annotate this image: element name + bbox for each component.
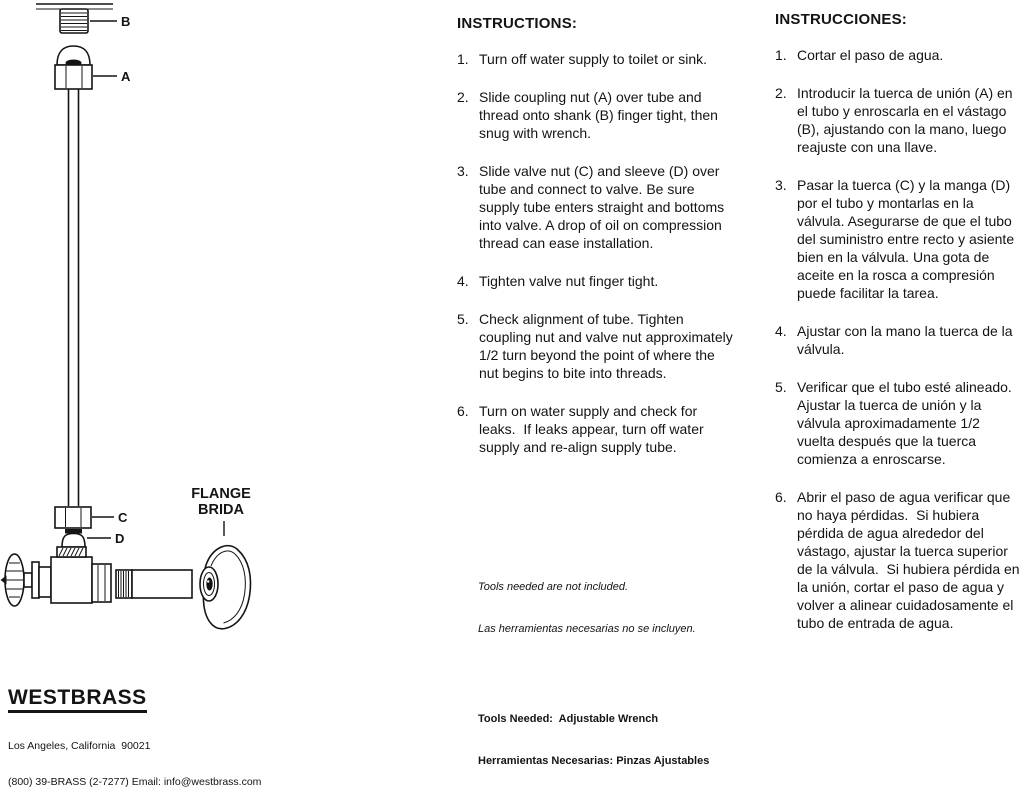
instruction-item-es-3 [775, 176, 1021, 302]
item-number: 6. [775, 489, 787, 505]
item-text: Cortar el paso de agua. [797, 47, 944, 63]
valve-handle-drawing [1, 554, 25, 606]
item-text: Check alignment of tube. Tighten coupling nut and valve nut approximately 1/2 turn beyond the point of where the nut begins to bite into threads. [479, 311, 737, 381]
instructions-english-column [457, 15, 737, 476]
item-text: Turn on water supply and check for leaks. If leaks appear, turn off water supply and re-align supply tube. [479, 403, 708, 455]
item-number: 2. [457, 89, 469, 105]
flange-drawing [200, 546, 251, 629]
supply-tube-drawing [69, 89, 79, 506]
instruction-item-en-5 [457, 310, 737, 382]
instruction-item-en-6 [457, 402, 737, 456]
item-text: Pasar la tuerca (C) y la manga (D) por el tubo y montarlas en la válvula. Asegurarse de que el tubo del suministro entre recto y asiente bien en la válvula. Una gota de aceite en la rosca a compresión puede facilitar la tarea. [797, 177, 1018, 301]
part-label-d: D [115, 531, 125, 546]
tools-note-es: Las herramientas necesarias no se incluyen. [478, 623, 696, 635]
supply-tube-diagram [0, 0, 460, 739]
item-number: 1. [457, 51, 469, 67]
valve-inlet-threads [57, 547, 86, 557]
valve-body-drawing [1, 547, 112, 606]
item-text: Ajustar con la mano la tuerca de la válvula. [797, 323, 1017, 357]
flange-label-en: FLANGE [191, 486, 251, 502]
instruction-item-en-1 [457, 50, 737, 68]
item-number: 2. [775, 85, 787, 101]
footer [8, 686, 261, 812]
instructions-heading-en: INSTRUCTIONS: [457, 15, 578, 32]
instruction-item-es-2 [775, 84, 1021, 156]
item-text: Abrir el paso de agua verificar que no haya pérdidas. Si hubiera pérdida de agua alrededor del vástago, ajustar la tuerca superior de la válvula. Si hubiera pérdida en la unión, cortar el paso de agua y volver a alinear cuidadosamente el tubo de entrada de agua. [797, 489, 1024, 631]
instruction-item-en-4 [457, 272, 737, 290]
part-label-a: A [121, 69, 131, 84]
item-number: 6. [457, 403, 469, 419]
item-text: Turn off water supply to toilet or sink. [479, 51, 707, 67]
item-text: Slide coupling nut (A) over tube and thread onto shank (B) finger tight, then snug with wrench. [479, 89, 722, 141]
item-number: 5. [457, 311, 469, 327]
flange-label-es: BRIDA [198, 502, 244, 518]
footer-phone-email: (800) 39-BRASS (2-7277) Email: info@westbrass.com [8, 776, 262, 788]
item-number: 4. [457, 273, 469, 289]
item-number: 4. [775, 323, 787, 339]
instruction-item-es-1 [775, 46, 1021, 64]
instruction-item-es-5 [775, 378, 1021, 468]
part-label-b: B [121, 14, 131, 29]
tools-needed-es: Herramientas Necesarias: Pinzas Ajustables [478, 755, 710, 767]
outlet-nipple-drawing [116, 570, 132, 598]
item-text: Tighten valve nut finger tight. [479, 273, 659, 289]
item-number: 3. [775, 177, 787, 193]
tools-note-en: Tools needed are not included. [478, 581, 629, 593]
item-number: 1. [775, 47, 787, 63]
instruction-item-en-3 [457, 162, 737, 252]
part-label-c: C [118, 510, 128, 525]
brand-logo: WESTBRASS [8, 686, 147, 713]
item-number: 3. [457, 163, 469, 179]
instruction-item-es-4 [775, 322, 1021, 358]
item-number: 5. [775, 379, 787, 395]
coupling-nut-a-drawing [55, 46, 131, 89]
item-text: Introducir la tuerca de unión (A) en el tubo y enroscarla en el vástago (B), ajustando con la mano, luego reajuste con una llave. [797, 85, 1017, 155]
instruction-item-en-2 [457, 88, 737, 142]
footer-address: Los Angeles, California 90021 [8, 740, 151, 752]
tools-needed-en: Tools Needed: Adjustable Wrench [478, 713, 659, 725]
item-text: Verificar que el tubo esté alineado. Ajustar la tuerca de unión y la válvula aproximadamente 1/2 vuelta después que la tuerca comienza a enroscarse. [797, 379, 1015, 467]
instructions-heading-es: INSTRUCCIONES: [775, 11, 907, 28]
sleeve-d-drawing [62, 529, 124, 547]
instructions-spanish-column [775, 11, 1024, 652]
flange-label [191, 486, 251, 536]
shank-b-drawing [60, 9, 130, 33]
instruction-item-es-6 [775, 488, 1024, 632]
valve-nut-c-drawing [55, 507, 128, 528]
tools-notes [478, 552, 748, 796]
outlet-pipe-drawing [132, 570, 192, 598]
item-text: Slide valve nut (C) and sleeve (D) over tube and connect to valve. Be sure supply tube enters straight and bottoms into valve. A drop of oil on compression thread can ease installation. [479, 163, 729, 251]
